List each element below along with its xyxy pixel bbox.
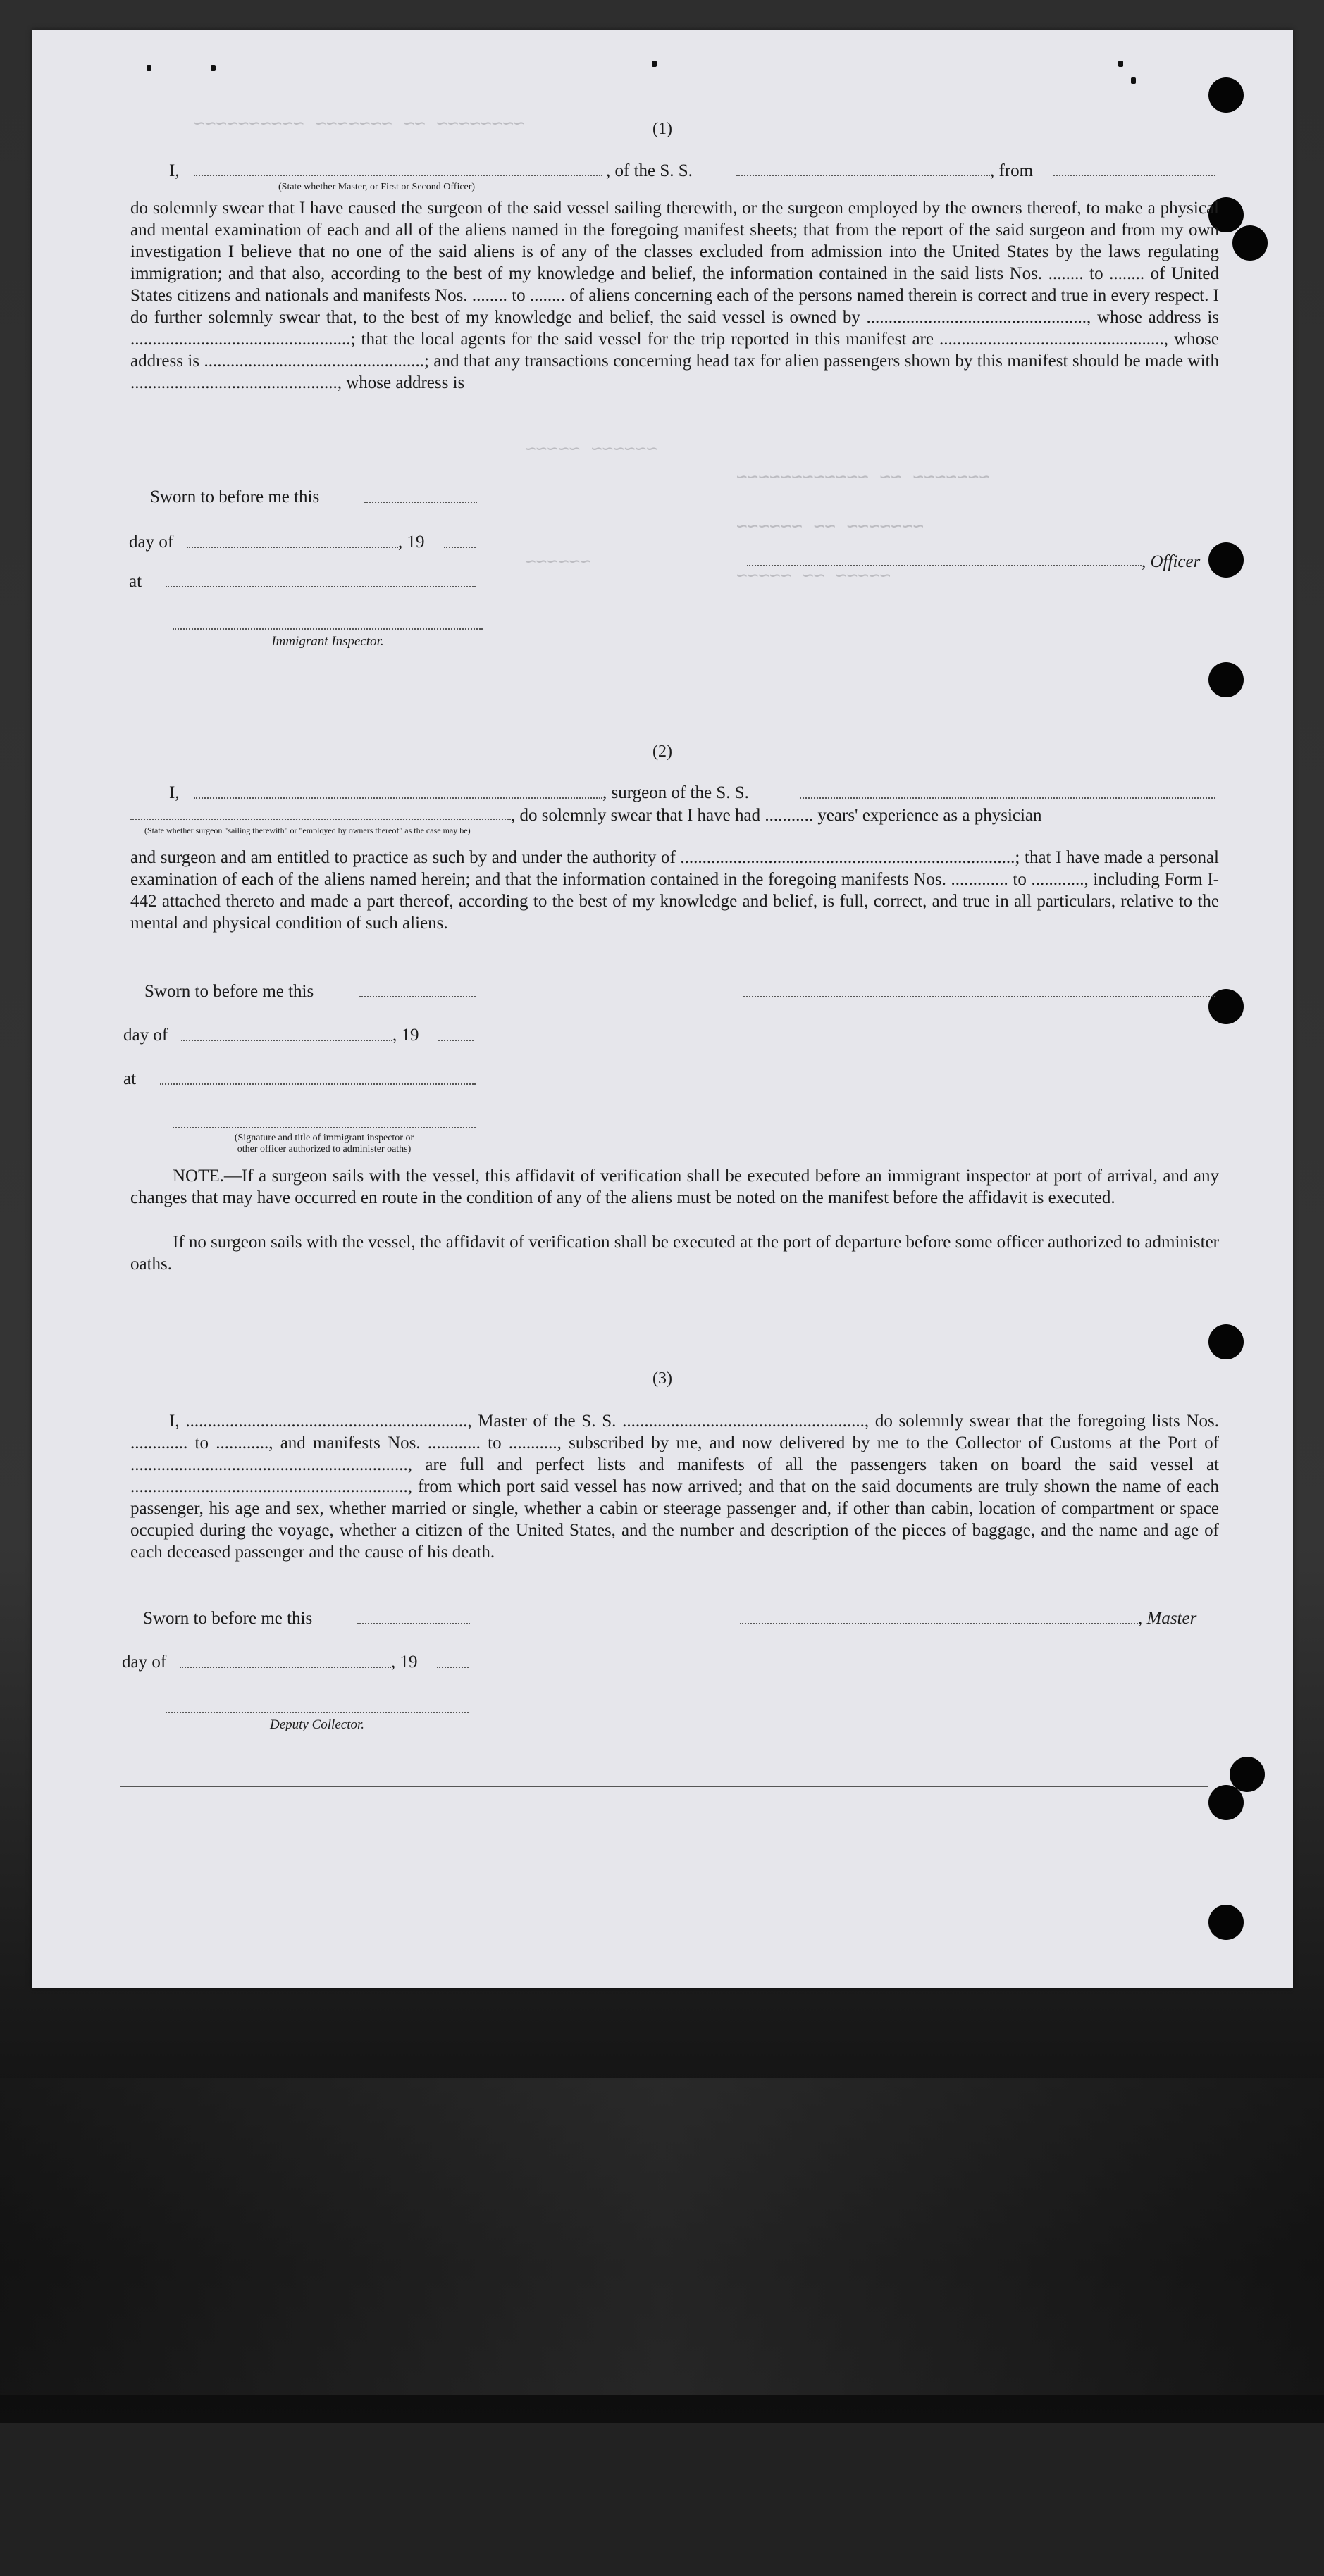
sworn-place-field — [166, 586, 476, 587]
sworn-year-field-2 — [438, 1040, 474, 1041]
punch-hole — [1208, 542, 1244, 578]
section-3-body: I, ................................................................, Master of the S. S. ......................................................., do solemnly swear that the foregoing lists Nos. ............. to ............, and manifests Nos. ............ to ..........., subscribed by me, and now delivered by me to the Collector of Customs at the Port of ..............................................................., are full and perfect lists and manifests of all the passengers taken on board the said vessel at ..............................................................., from which port said vessel has now arrived; and that on the said documents are truly shown the name of each passenger, his age and sex, whether married or single, whether a cabin or steerage passenger and, if other than cabin, location of compartment or space occupied during the voyage, whether a citizen of the United States, and the number and description of the pieces of baggage, and the name and age of each deceased passenger and the cause of his death. — [130, 1412, 1219, 1562]
section-2-at: at — [123, 1069, 137, 1088]
master-label: , Master — [1138, 1609, 1197, 1628]
document-page — [32, 30, 1293, 1988]
officer-signature-field — [747, 565, 1142, 566]
section-1-day-of: day of — [129, 533, 174, 552]
sworn-year-field — [444, 547, 476, 548]
punch-hole — [1208, 1905, 1244, 1940]
sworn-day-field-2 — [359, 996, 476, 997]
bottom-rule — [120, 1786, 1208, 1787]
bleed-through-mark: ~~~~~~ — [525, 551, 591, 572]
section-2-note-2: If no surgeon sails with the vessel, the affidavit of verification shall be executed at the port of departure before some officer authorized to administer oaths. — [130, 1233, 1219, 1274]
sworn-month-field-2 — [181, 1040, 392, 1041]
section-3-year: , 19 — [391, 1653, 418, 1672]
section-3-number: (3) — [652, 1369, 672, 1388]
punch-hole — [1208, 1785, 1244, 1820]
sworn-place-field-2 — [160, 1083, 476, 1085]
master-signature-field — [740, 1623, 1138, 1624]
ink-speck — [1118, 61, 1123, 67]
bleed-through-mark: ~~~~~~ ~~~~~ — [525, 438, 657, 459]
sworn-day-field-3 — [357, 1623, 470, 1624]
section-2-year: , 19 — [392, 1026, 419, 1045]
punch-hole — [1208, 662, 1244, 697]
punch-hole — [1208, 1324, 1244, 1359]
section-1-body: do solemnly swear that I have caused the surgeon of the said vessel sailing therewith, or the surgeon employed by the owners thereof, to make a physical and mental examination of each and all of the aliens named in the foregoing manifest sheets; that from the report of the said surgeon and from my own investigation I believe that no one of the said aliens is of any of the classes excluded from admission into the United States by the laws regulating immigration; and that also, according to the best of my knowledge and belief, the information contained in the said lists Nos. ........ to ........ of United States citizens and nationals and manifests Nos. ........ to ........ of aliens concerning each of the persons named therein is correct and true in every respect. I do further solemnly swear that, to the best of my knowledge and belief, the said vessel is owned by .................................................., whose address is ..................................................; that the local agents for the said vessel for the trip reported in this manifest are ..................................................., whose address is ..................................................; and that any transactions concerning head tax for alien passengers shown by this manifest should be made with ..............................................., whose address is — [130, 199, 1219, 392]
sig-note-1: (Signature and title of immigrant inspector or — [234, 1133, 414, 1143]
section-2-body: and surgeon and am entitled to practice as such by and under the authority of ............................................................................; that I have made a personal examination of each of the aliens named herein; and that the information contained in the foregoing manifests Nos. ............. to ............, including Form I-442 attached thereto and made a part thereof, according to the best of my knowledge and belief, is full, correct, and true in all particulars, relative to the mental and physical condition of such aliens. — [130, 848, 1219, 933]
sworn-month-field — [187, 547, 398, 548]
vessel-name-field — [736, 175, 990, 176]
bleed-through-mark: ~~~~~~~~ ~~ ~~~~~~~ ~~~~~~~~~~ — [194, 113, 525, 134]
bleed-through-mark: ~~~~~~~ ~~ ~~~~~~~~~~~~ — [736, 466, 991, 487]
section-2-sworn: Sworn to before me this — [144, 982, 314, 1001]
sworn-day-field — [364, 502, 477, 503]
officer-label: , Officer — [1142, 552, 1201, 571]
surgeon-note: (State whether surgeon "sailing therewith" or "employed by owners thereof" as the case may be) — [144, 826, 471, 835]
sworn-year-field-3 — [437, 1667, 469, 1668]
officer-note: (State whether Master, or First or Second Officer) — [278, 182, 476, 192]
ink-speck — [211, 65, 216, 71]
punch-hole — [1208, 989, 1244, 1024]
section-3-sworn: Sworn to before me this — [143, 1609, 313, 1628]
section-1-sworn: Sworn to before me this — [150, 487, 320, 506]
section-1-i: I, — [169, 161, 180, 180]
section-3-day-of: day of — [122, 1653, 167, 1672]
deputy-label: Deputy Collector. — [269, 1717, 365, 1732]
sig-note-2: other officer authorized to administer oaths) — [237, 1144, 412, 1155]
section-2-i: I, — [169, 783, 180, 802]
section-2-surgeon-label: , surgeon of the S. S. — [602, 783, 749, 802]
section-1-from-label: , from — [990, 161, 1034, 180]
ink-speck — [1131, 77, 1136, 84]
ink-speck — [147, 65, 151, 71]
punch-hole — [1208, 77, 1244, 113]
scanner-bottom — [0, 2423, 1324, 2576]
inspector-label: Immigrant Inspector. — [271, 634, 384, 649]
ink-speck — [652, 61, 657, 67]
bleed-through-mark: ~~~~~ ~~ ~~~~~ — [736, 565, 891, 586]
punch-hole — [1232, 225, 1268, 261]
deputy-signature-field — [166, 1712, 469, 1713]
section-2-note-1: NOTE.—If a surgeon sails with the vessel, this affidavit of verification shall be executed before an immigrant inspector at port of arrival, and any changes that may have occurred en route in the condition of any of the aliens must be noted on the manifest before the affidavit is executed. — [130, 1166, 1219, 1207]
section-1-vessel-label: , of the S. S. — [606, 161, 693, 180]
section-2-number: (2) — [652, 742, 672, 761]
inspector-signature-field — [173, 628, 483, 630]
scanner-shadow — [0, 2078, 1324, 2395]
surgeon-name-field — [194, 797, 602, 799]
section-2-line2: , do solemnly swear that I have had ........... years' experience as a physician — [511, 806, 1042, 825]
administrator-signature-field — [173, 1127, 476, 1128]
section-1-year: , 19 — [398, 533, 425, 552]
surgeon-type-field — [130, 819, 511, 820]
section-2-day-of: day of — [123, 1026, 168, 1045]
bleed-through-mark: ~~~~~~~ ~~ ~~~~~~ — [736, 516, 924, 537]
section-1-number: (1) — [652, 120, 672, 138]
officer-name-field — [194, 175, 602, 176]
surgeon-signature-field — [743, 996, 1215, 997]
section-1-at: at — [129, 572, 142, 591]
surgeon-vessel-field — [800, 797, 1215, 799]
sworn-month-field-3 — [180, 1667, 391, 1668]
from-port-field — [1053, 175, 1215, 176]
